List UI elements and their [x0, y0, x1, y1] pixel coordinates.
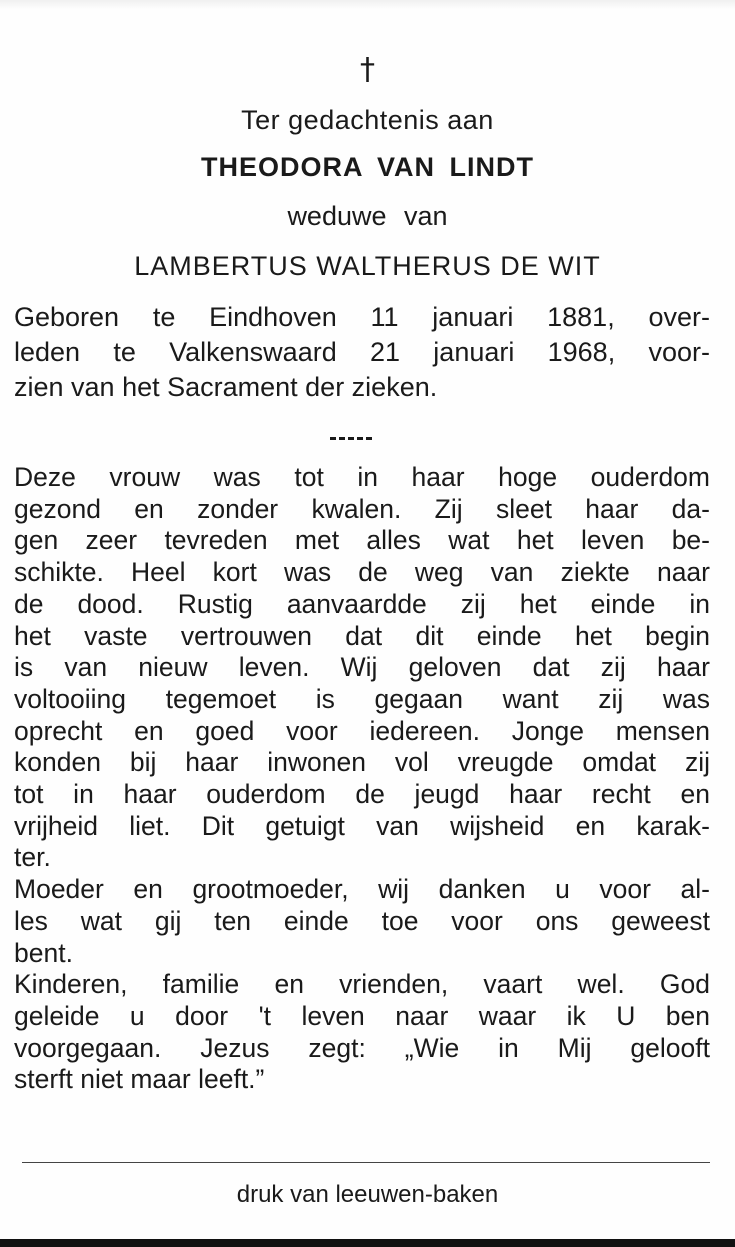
birth-death-paragraph [14, 300, 710, 405]
intro-text: Ter gedachtenis aan [241, 105, 494, 135]
card-bottom-edge [0, 1239, 735, 1247]
printer-credit: druk van leeuwen-baken [236, 1181, 499, 1208]
text-line: voorgegaan. Jezus zegt: „Wie in Mij gelooft [14, 1032, 710, 1063]
text-line: gezond en zonder kwalen. Zij sleet haar da- [14, 493, 710, 524]
text-line: oprecht en goed voor iedereen. Jonge mensen [14, 715, 710, 746]
text-line: vrijheid liet. Dit getuigt van wijsheid en karak- [14, 810, 710, 841]
text-line: het vaste vertrouwen dat dit einde het begin [14, 620, 710, 651]
text-line: schikte. Heel kort was de weg van ziekte naar [14, 557, 710, 588]
text-line: les wat gij ten einde toe voor ons geweest [14, 905, 710, 936]
text-line: Deze vrouw was tot in haar hoge ouderdom [14, 462, 710, 492]
text-line: bent. [14, 937, 73, 968]
birth-line: zien van het Sacrament der zieken. [14, 372, 438, 402]
birth-line: Geboren te Eindhoven 11 januari 1881, over- [14, 302, 710, 332]
husband-name: LAMBERTUS WALTHERUS DE WIT [134, 251, 601, 281]
text-line: Kinderen, familie en vrienden, vaart wel. God [14, 969, 710, 1000]
text-line: is van nieuw leven. Wij geloven dat zij haar [14, 652, 710, 683]
text-line: geleide u door 't leven naar waar ik U ben [14, 1000, 710, 1031]
memorial-text [14, 462, 710, 1096]
text-line: konden bij haar inwonen vol vreugde omdat zij [14, 747, 710, 778]
text-line: ter. [14, 842, 51, 873]
widow-of-text: weduwe van [287, 201, 448, 231]
text-line: sterft niet maar leeft.” [14, 1064, 265, 1095]
birth-line: leden te Valkenswaard 21 januari 1968, voor- [14, 337, 710, 367]
text-line: voltooiing tegemoet is gegaan want zij was [14, 683, 710, 714]
footer-rule [22, 1162, 710, 1163]
deceased-name: THEODORA VAN LINDT [201, 152, 534, 182]
text-line: gen zeer tevreden met alles wat het leven be- [14, 525, 710, 556]
section-divider [330, 437, 374, 440]
cross-symbol: † [360, 52, 375, 87]
card-top-edge [0, 0, 735, 10]
text-line: Moeder en grootmoeder, wij danken u voor al- [14, 874, 710, 905]
text-line: de dood. Rustig aanvaardde zij het einde in [14, 588, 710, 619]
text-line: tot in haar ouderdom de jeugd haar recht en [14, 779, 710, 810]
